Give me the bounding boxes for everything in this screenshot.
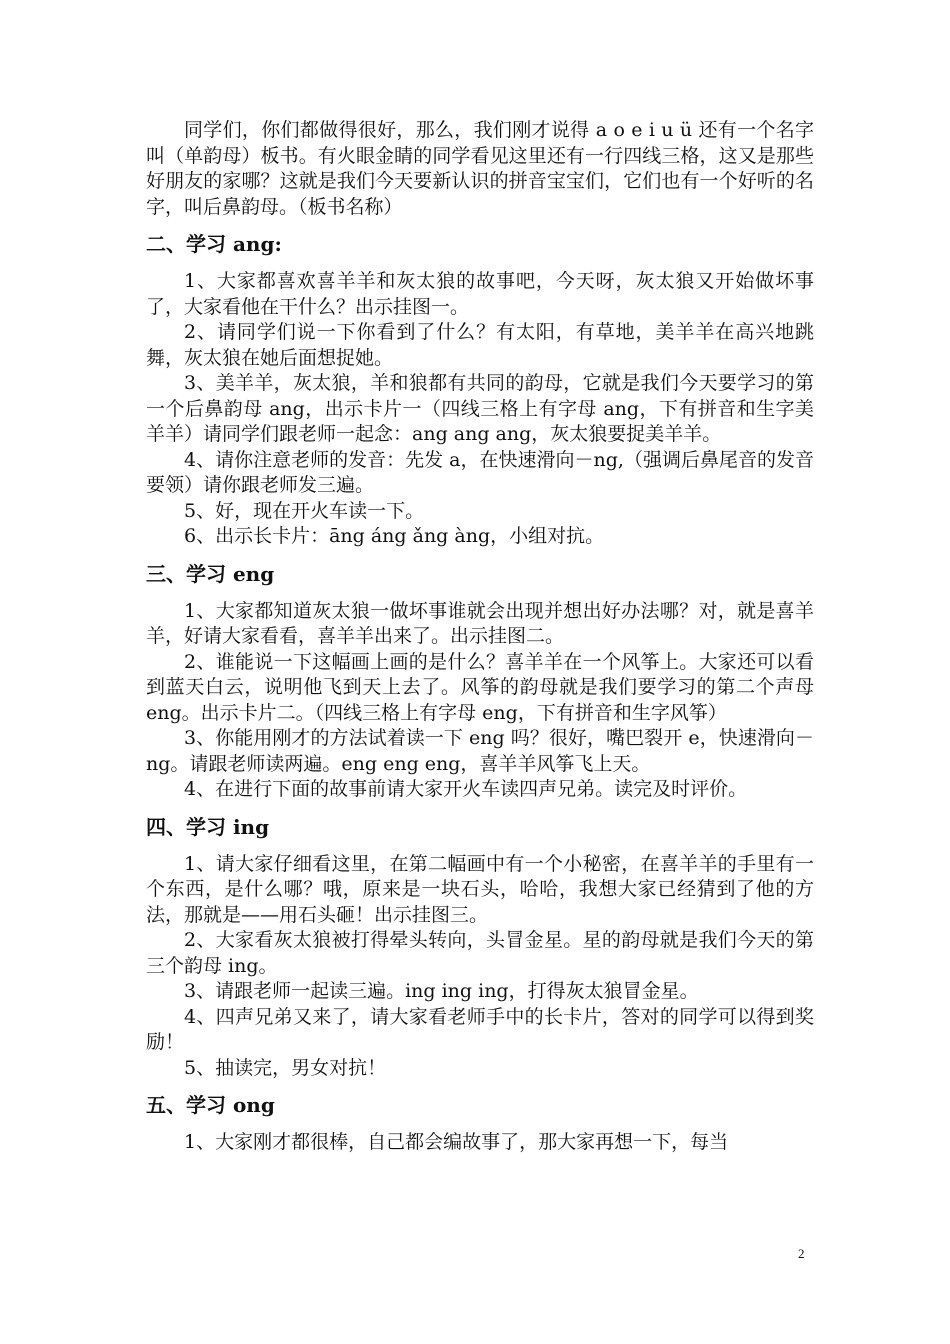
paragraph: 4、四声兄弟又来了，请大家看老师手中的长卡片，答对的同学可以得到奖励！ — [146, 1005, 814, 1053]
paragraph: 1、大家都知道灰太狼一做坏事谁就会出现并想出好办法哪？对，就是喜羊羊，好请大家看看，喜羊羊出来了。出示挂图二。 — [146, 599, 814, 647]
section-heading: 四、学习 ing — [146, 814, 270, 839]
section-heading: 二、学习 ang: — [146, 232, 282, 256]
section-heading: 三、学习 eng — [146, 561, 275, 586]
paragraph: 6、出示长卡片：āng áng ǎng àng，小组对抗。 — [184, 525, 605, 547]
paragraph: 1、大家刚才都很棒，自己都会编故事了，那大家再想一下，每当 — [184, 1131, 729, 1153]
page-number: 2 — [798, 1246, 805, 1261]
section-ong — [146, 1092, 814, 1156]
section-eng — [146, 561, 814, 803]
paragraph: 5、抽读完，男女对抗！ — [184, 1056, 387, 1079]
paragraph: 2、谁能说一下这幅画上画的是什么？喜羊羊在一个风筝上。大家还可以看到蓝天白云，说明他飞到天上去了。风筝的韵母就是我们要学习的第二个声母 eng。出示卡片二。（四线三格上有字母 eng，下有拼音和生字风筝） — [146, 650, 814, 724]
paragraph: 2、请同学们说一下你看到了什么？有太阳，有草地，美羊羊在高兴地跳舞，灰太狼在她后面想捉她。 — [146, 321, 814, 369]
section-ing — [146, 814, 814, 1082]
paragraph: 3、你能用刚才的方法试着读一下 eng 吗？很好，嘴巴裂开 e，快速滑向－ng。请跟老师读两遍。eng eng eng，喜羊羊风筝飞上天。 — [146, 727, 814, 775]
paragraph: 1、请大家仔细看这里，在第二幅画中有一个小秘密，在喜羊羊的手里有一个东西，是什么哪？哦，原来是一块石头，哈哈，我想大家已经猜到了他的方法，那就是——用石头砸！出示挂图三。 — [146, 852, 814, 926]
paragraph: 2、大家看灰太狼被打得晕头转向，头冒金星。星的韵母就是我们今天的第三个韵母 ing。 — [146, 929, 814, 977]
paragraph: 3、请跟老师一起读三遍。ing ing ing，打得灰太狼冒金星。 — [184, 980, 699, 1002]
intro-paragraph: 同学们，你们都做得很好，那么，我们刚才说得 a o e i u ü 还有一个名字叫（单韵母）板书。有火眼金睛的同学看见这里还有一行四线三格，这又是那些好朋友的家哪？这就是我们今天要新认识的拼音宝宝们，它们也有一个好听的名字，叫后鼻韵母。（板书名称） — [146, 119, 814, 218]
paragraph: 3、美羊羊，灰太狼，羊和狼都有共同的韵母，它就是我们今天要学习的第一个后鼻韵母 ang，出示卡片一（四线三格上有字母 ang，下有拼音和生字美羊羊）请同学们跟老师一起念：ang ang ang，灰太狼要捉美羊羊。 — [146, 372, 814, 445]
paragraph: 4、在进行下面的故事前请大家开火车读四声兄弟。读完及时评价。 — [184, 778, 748, 800]
paragraph: 1、大家都喜欢喜羊羊和灰太狼的故事吧，今天呀，灰太狼又开始做坏事了，大家看他在干什么？出示挂图一。 — [146, 270, 814, 318]
section-heading: 五、学习 ong — [146, 1093, 275, 1117]
paragraph: 4、请你注意老师的发音：先发 a，在快速滑向－ng,（强调后鼻尾音的发音要领）请你跟老师发三遍。 — [146, 448, 814, 496]
section-ang — [146, 231, 814, 550]
paragraph: 5、好，现在开火车读一下。 — [184, 499, 425, 522]
document-body — [146, 118, 814, 1156]
